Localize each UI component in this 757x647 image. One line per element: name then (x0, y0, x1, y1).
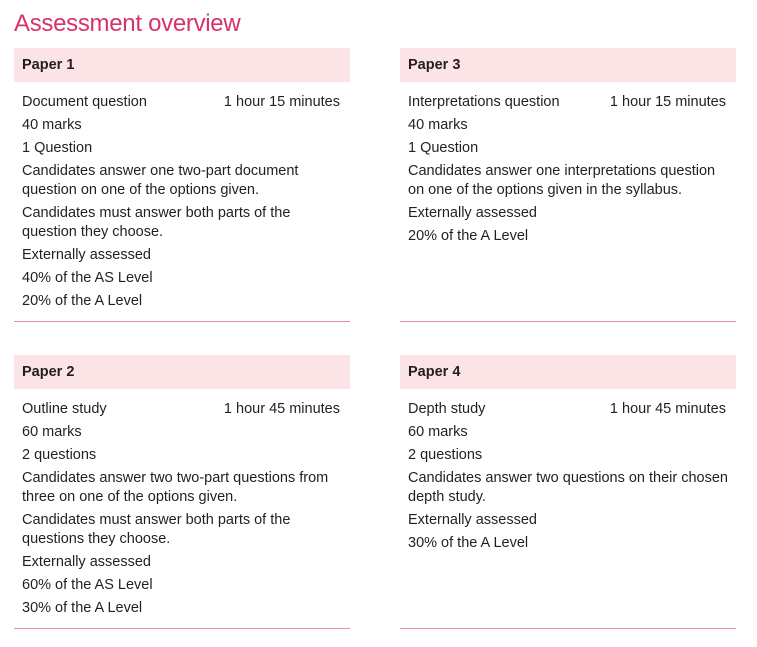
paper-2-card (14, 355, 350, 618)
paper-assessment-type: Externally assessed (22, 247, 151, 263)
paper-details (22, 423, 342, 618)
paper-a-weighting: 30% of the A Level (408, 535, 529, 551)
paper-body (400, 389, 736, 553)
paper-a-weighting: 20% of the A Level (22, 293, 143, 309)
paper-duration: 1 hour 45 minutes (223, 401, 340, 417)
paper-description: Candidates answer one two-part document question on one of the options given. (22, 163, 299, 198)
paper-title: Document question (22, 94, 147, 110)
paper-duration: 1 hour 15 minutes (223, 94, 340, 110)
paper-as-weighting: 40% of the AS Level (22, 270, 153, 286)
paper-instruction: Candidates must answer both parts of the question they choose. (22, 205, 291, 240)
paper-body (14, 389, 350, 618)
paper-divider (14, 321, 350, 322)
paper-divider (14, 628, 350, 629)
paper-title: Depth study (408, 401, 486, 417)
paper-details (22, 116, 342, 311)
paper-a-weighting: 30% of the A Level (22, 600, 143, 616)
paper-assessment-type: Externally assessed (408, 512, 537, 528)
paper-4-card (400, 355, 736, 553)
page-title: Assessment overview (14, 10, 241, 37)
paper-divider (400, 628, 736, 629)
paper-marks: 60 marks (22, 424, 82, 440)
paper-duration: 1 hour 45 minutes (609, 401, 726, 417)
paper-marks: 40 marks (22, 117, 82, 133)
paper-details (408, 116, 728, 246)
paper-details (408, 423, 728, 553)
paper-header: Paper 3 (400, 48, 736, 82)
paper-title: Outline study (22, 401, 107, 417)
paper-body (14, 82, 350, 311)
paper-a-weighting: 20% of the A Level (408, 228, 529, 244)
paper-title-row (22, 93, 342, 112)
paper-title: Interpretations question (408, 94, 560, 110)
paper-body (400, 82, 736, 246)
paper-title-row (22, 400, 342, 419)
paper-description: Candidates answer two questions on their chosen depth study. (408, 470, 728, 505)
paper-marks: 60 marks (408, 424, 468, 440)
paper-marks: 40 marks (408, 117, 468, 133)
paper-description: Candidates answer two two-part questions from three on one of the options given. (22, 470, 329, 505)
paper-header: Paper 1 (14, 48, 350, 82)
paper-question-count: 2 questions (408, 447, 483, 463)
paper-assessment-type: Externally assessed (408, 205, 537, 221)
paper-duration: 1 hour 15 minutes (609, 94, 726, 110)
paper-header: Paper 4 (400, 355, 736, 389)
paper-3-card (400, 48, 736, 246)
paper-instruction: Candidates must answer both parts of the questions they choose. (22, 512, 291, 547)
paper-title-row (408, 93, 728, 112)
paper-assessment-type: Externally assessed (22, 554, 151, 570)
paper-as-weighting: 60% of the AS Level (22, 577, 153, 593)
paper-1-card (14, 48, 350, 311)
paper-title-row (408, 400, 728, 419)
paper-question-count: 2 questions (22, 447, 97, 463)
paper-header: Paper 2 (14, 355, 350, 389)
paper-question-count: 1 Question (408, 140, 479, 156)
paper-divider (400, 321, 736, 322)
paper-description: Candidates answer one interpretations question on one of the options given in the syllabus. (408, 163, 716, 198)
paper-question-count: 1 Question (22, 140, 93, 156)
